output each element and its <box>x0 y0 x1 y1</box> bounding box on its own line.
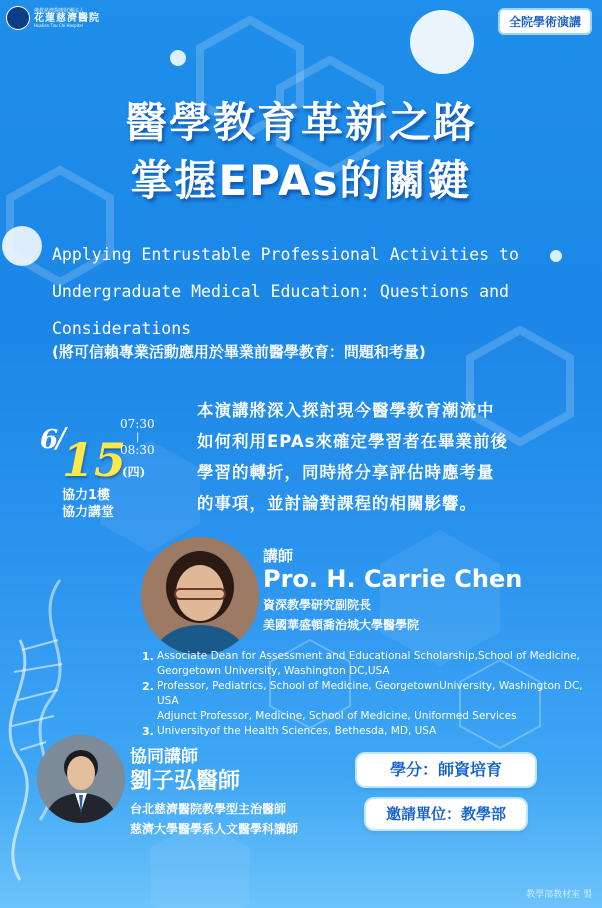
credit-badge: 學分：師資培育 <box>357 754 535 786</box>
description-line3: 學習的轉折，同時將分享評估時應考量 <box>197 463 495 482</box>
speaker-label: 講師 <box>263 547 294 565</box>
date-slash: / <box>56 421 66 454</box>
english-title-line1: Applying Entrustable Professional Activities to <box>52 245 519 264</box>
co-speaker-title1: 台北慈濟醫院教學型主治醫師 <box>130 802 287 816</box>
hospital-logo <box>6 6 100 30</box>
event-venue <box>62 487 114 521</box>
description-line2: 如何利用EPAs來確定學習者在畢業前後 <box>197 432 508 451</box>
logo-line1: 佛教慈濟醫療財團法人 <box>34 7 85 14</box>
english-title-line2: Undergraduate Medical Education: Questions and <box>52 282 509 301</box>
main-title-line1: 醫學教育革新之路 <box>124 98 477 147</box>
event-start-time: 07:30 <box>120 417 155 431</box>
speaker-portrait-icon <box>141 537 259 655</box>
affiliation-line: Associate Dean for Assessment and Educational Scholarship,School of Medicine, <box>157 650 580 662</box>
organizer-badge: 邀請單位：教學部 <box>366 799 526 829</box>
venue-line2: 協力講堂 <box>62 505 115 520</box>
tzu-chi-emblem-icon <box>6 6 30 30</box>
deco-circle <box>410 10 474 74</box>
affiliation-line: Georgetown University, Washington DC,USA <box>157 665 390 677</box>
description-line4: 的事項，並討論對課程的相關影響。 <box>197 494 477 513</box>
speaker-photo <box>141 537 259 655</box>
english-title-line3: Considerations <box>52 319 192 338</box>
event-day: 15 <box>62 433 127 487</box>
speaker-title1: 資深教學研究副院長 <box>263 598 372 612</box>
time-separator: | <box>136 432 140 443</box>
co-speaker-label: 協同講師 <box>130 747 198 767</box>
logo-text <box>34 9 100 28</box>
affiliation-line: Professor, Pediatrics, School of Medicine, GeorgetownUniversity, Washington DC, USA <box>157 680 583 707</box>
deco-circle <box>170 50 186 66</box>
event-date-time <box>34 415 174 525</box>
english-title <box>52 236 582 347</box>
event-month: 6 <box>40 425 59 455</box>
co-speaker-photo <box>37 735 125 823</box>
affiliation-item <box>142 724 597 739</box>
description-line1: 本演講將深入探討現今醫學教育潮流中 <box>197 401 495 420</box>
venue-line1: 協力1樓 <box>62 488 111 503</box>
speaker-name: Pro. H. Carrie Chen <box>263 565 523 593</box>
deco-circle <box>2 226 42 266</box>
affiliation-number: 1. <box>142 650 154 663</box>
co-speaker-name: 劉子弘醫師 <box>130 769 241 794</box>
affiliation-number: 2. <box>142 680 154 693</box>
speaker-affiliations <box>142 649 597 739</box>
logo-line3: Hualien Tzu Chi Hospital <box>34 22 83 28</box>
co-speaker-title2: 慈濟大學醫學系人文醫學科講師 <box>130 822 299 836</box>
event-end-time: 08:30 <box>120 443 155 457</box>
chinese-subtitle: (將可信賴專業活動應用於畢業前醫學教育：問題和考量) <box>52 343 426 361</box>
affiliation-line: Adjunct Professor, Medicine, School of Medicine, Uniformed Services <box>157 710 517 722</box>
event-type-badge: 全院學術演講 <box>498 8 592 35</box>
footer-credit: 教學部教材室 製 <box>526 890 592 900</box>
co-speaker-portrait-icon <box>37 735 125 823</box>
main-title-line2: 掌握EPAs的關鍵 <box>130 156 472 205</box>
affiliation-line: Universityof the Health Sciences, Bethesda, MD, USA <box>157 725 437 737</box>
affiliation-item <box>142 679 597 724</box>
logo-line2: 花蓮慈濟醫院 <box>34 12 100 24</box>
affiliation-number: 3. <box>142 725 154 738</box>
affiliation-item <box>142 649 597 679</box>
lecture-description <box>197 395 587 519</box>
event-weekday: (四) <box>122 465 146 479</box>
speaker-title2: 美國華盛頓喬治城大學醫學院 <box>263 618 420 632</box>
